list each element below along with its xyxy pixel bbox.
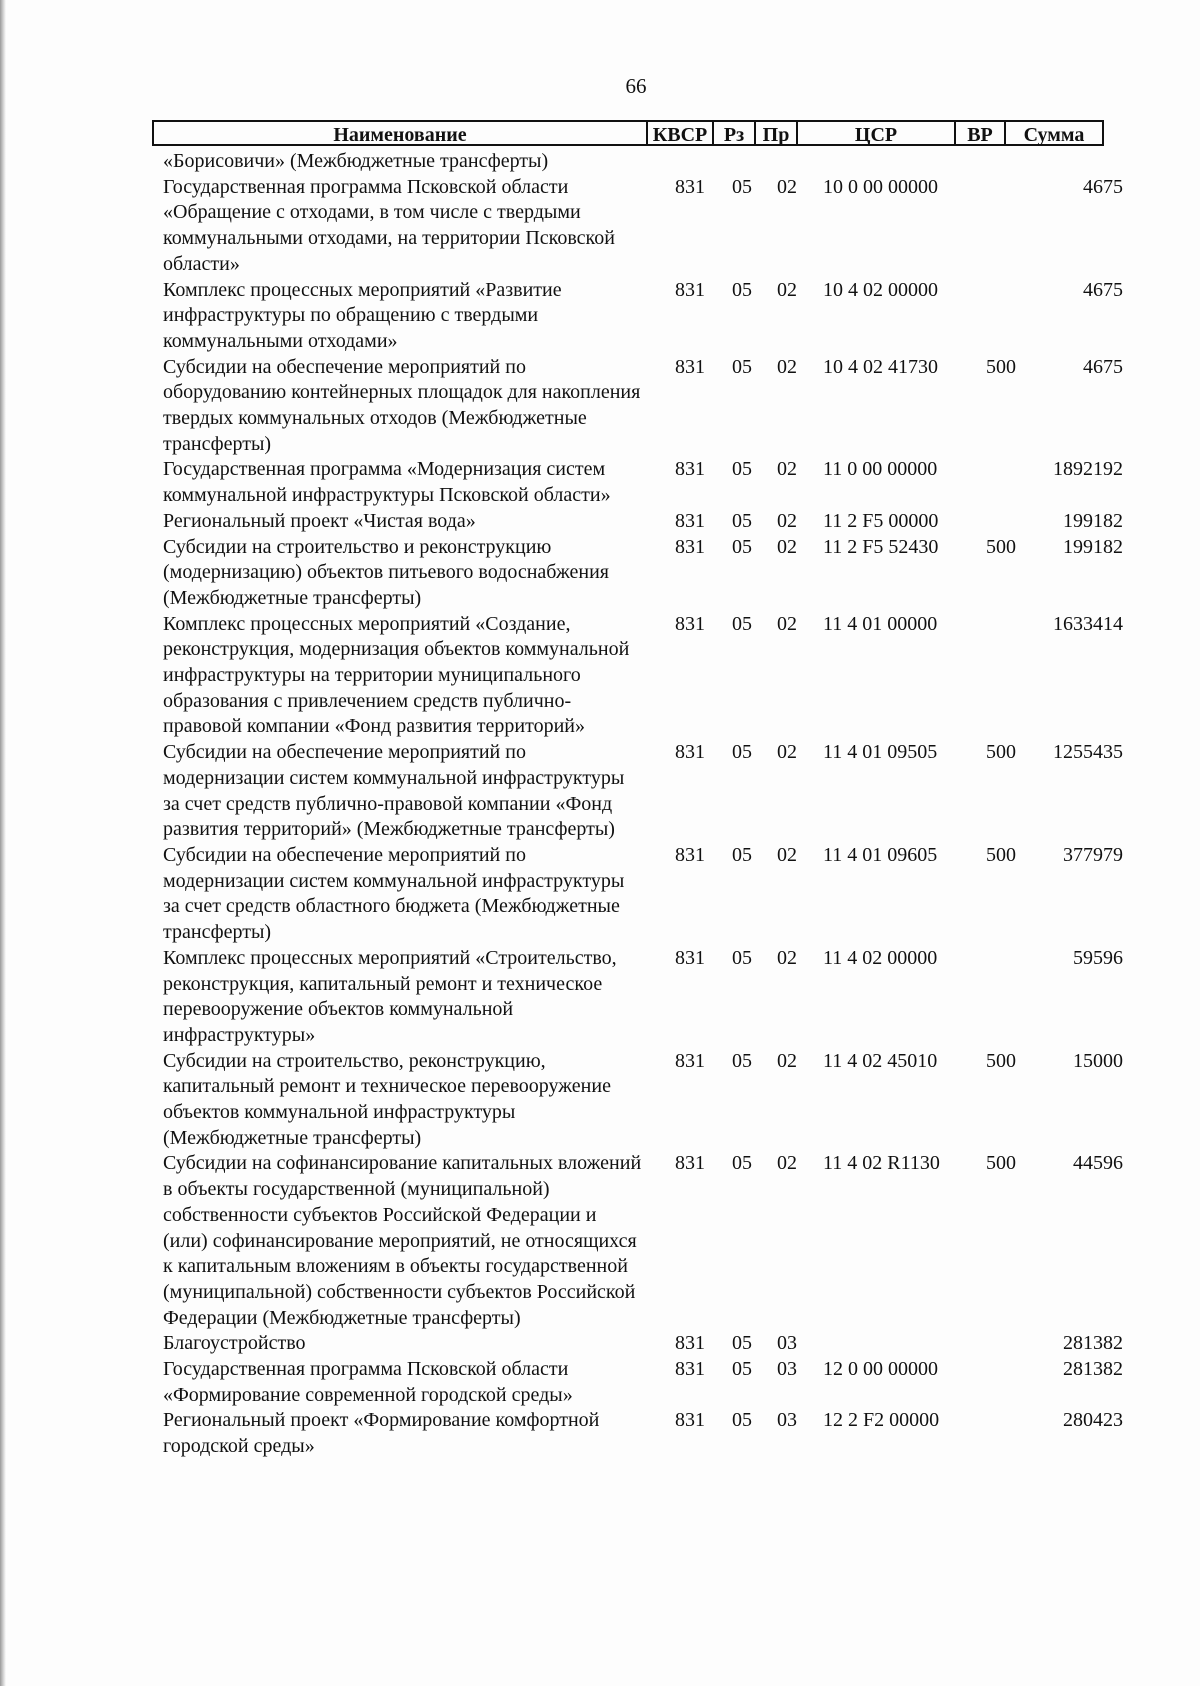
header-kvsr: КВСР — [648, 122, 714, 144]
table-row — [163, 946, 1123, 1049]
row-csr: 10 4 02 41730 — [823, 355, 938, 378]
row-kvsr: 831 — [675, 535, 705, 558]
table-row — [163, 457, 1123, 508]
row-sum: 4675 — [1083, 355, 1123, 378]
row-kvsr: 831 — [675, 1049, 705, 1072]
row-csr: 11 4 02 R1130 — [823, 1152, 940, 1175]
row-kvsr: 831 — [675, 612, 705, 635]
row-rz: 05 — [732, 278, 752, 301]
row-csr: 11 0 00 00000 — [823, 458, 938, 481]
row-rz: 05 — [732, 1409, 752, 1432]
row-pr: 02 — [777, 1152, 797, 1175]
table-row — [163, 740, 1123, 843]
row-pr: 03 — [777, 1409, 797, 1432]
row-sum: 1892192 — [1053, 458, 1123, 481]
row-name: Региональный проект «Формирование комфортной городской среды» — [163, 1409, 600, 1458]
row-csr: 11 4 01 09505 — [823, 741, 938, 764]
row-name: Комплекс процессных мероприятий «Развитие инфраструктуры по обращению с твердыми коммунальными отходами» — [163, 278, 562, 352]
row-pr: 03 — [777, 1332, 797, 1355]
row-sum: 1633414 — [1053, 612, 1123, 635]
row-pr: 02 — [777, 612, 797, 635]
table-row — [163, 1408, 1123, 1459]
row-pr: 02 — [777, 946, 797, 969]
row-sum: 59596 — [1073, 946, 1123, 969]
row-sum: 199182 — [1063, 509, 1123, 532]
row-kvsr: 831 — [675, 843, 705, 866]
row-csr: 11 2 F5 52430 — [823, 535, 939, 558]
row-sum: 1255435 — [1053, 741, 1123, 764]
row-kvsr: 831 — [675, 1152, 705, 1175]
row-pr: 02 — [777, 843, 797, 866]
row-name: Комплекс процессных мероприятий «Строительство, реконструкция, капитальный ремонт и техническое перевооружение объектов коммунальной инфраструктуры» — [163, 946, 617, 1046]
row-name: Субсидии на обеспечение мероприятий по модернизации систем коммунальной инфраструктуры за счет средств публично-правовой компании «Фонд развития территорий» (Межбюджетные трансферты) — [163, 741, 625, 841]
row-rz: 05 — [732, 535, 752, 558]
row-vr: 500 — [986, 1152, 1016, 1175]
row-rz: 05 — [732, 509, 752, 532]
row-sum: 44596 — [1073, 1152, 1123, 1175]
row-csr: 11 4 01 09605 — [823, 843, 938, 866]
table-row — [163, 1357, 1123, 1408]
row-name: «Борисовичи» (Межбюджетные трансферты) — [163, 150, 549, 172]
table-header — [152, 120, 1104, 146]
row-pr: 02 — [777, 741, 797, 764]
row-name: Субсидии на софинансирование капитальных вложений в объекты государственной (муниципальной) собственности субъектов Российской Федерации и (или) софинансирование мероприятий, не относящихся к капитальным вложениям в объекты государственной (муниципальной) собственности субъектов Российской Федерации (Межбюджетные трансферты) — [163, 1152, 642, 1329]
row-csr: 11 2 F5 00000 — [823, 509, 939, 532]
row-vr: 500 — [986, 535, 1016, 558]
table-row — [163, 535, 1123, 612]
row-pr: 02 — [777, 509, 797, 532]
row-csr: 11 4 02 00000 — [823, 946, 938, 969]
row-sum: 4675 — [1083, 175, 1123, 198]
row-pr: 02 — [777, 278, 797, 301]
table-row — [163, 612, 1123, 741]
row-pr: 03 — [777, 1358, 797, 1381]
row-rz: 05 — [732, 946, 752, 969]
table-row — [163, 1049, 1123, 1152]
row-name: Субсидии на строительство, реконструкцию, капитальный ремонт и техническое перевооружение объектов коммунальной инфраструктуры (Межбюджетные трансферты) — [163, 1049, 611, 1149]
row-name: Комплекс процессных мероприятий «Создание, реконструкция, модернизация объектов коммунальной инфраструктуры на территории муниципального образования с привлечением средств публично-правовой компании «Фонд развития территорий» — [163, 612, 630, 738]
table-row — [163, 278, 1123, 355]
row-pr: 02 — [777, 355, 797, 378]
row-name: Субсидии на обеспечение мероприятий по оборудованию контейнерных площадок для накопления твердых коммунальных отходов (Межбюджетные трансферты) — [163, 355, 641, 455]
table-row — [163, 175, 1123, 278]
row-rz: 05 — [732, 355, 752, 378]
row-kvsr: 831 — [675, 278, 705, 301]
table-row — [163, 355, 1123, 458]
row-kvsr: 831 — [675, 458, 705, 481]
scan-edge — [0, 0, 6, 1686]
row-kvsr: 831 — [675, 509, 705, 532]
row-rz: 05 — [732, 1358, 752, 1381]
row-csr: 10 4 02 00000 — [823, 278, 938, 301]
header-rz: Рз — [714, 122, 756, 144]
row-name: Государственная программа «Модернизация систем коммунальной инфраструктуры Псковской области» — [163, 458, 611, 507]
row-rz: 05 — [732, 1152, 752, 1175]
row-name: Государственная программа Псковской области «Формирование современной городской среды» — [163, 1358, 573, 1406]
row-sum: 281382 — [1063, 1358, 1123, 1381]
row-name: Благоустройство — [163, 1332, 306, 1355]
row-pr: 02 — [777, 175, 797, 198]
row-rz: 05 — [732, 1332, 752, 1355]
row-rz: 05 — [732, 741, 752, 764]
row-name: Государственная программа Псковской области «Обращение с отходами, в том числе с твердыми коммунальными отходами, на территории Псковской области» — [163, 175, 615, 275]
table-row — [163, 149, 1123, 175]
row-name: Субсидии на обеспечение мероприятий по модернизации систем коммунальной инфраструктуры за счет средств областного бюджета (Межбюджетные трансферты) — [163, 843, 625, 944]
row-vr: 500 — [986, 843, 1016, 866]
row-rz: 05 — [732, 612, 752, 635]
header-vr: ВР — [956, 122, 1006, 144]
table-body — [163, 149, 1123, 1460]
row-rz: 05 — [732, 1049, 752, 1072]
table-row — [163, 1151, 1123, 1331]
row-csr: 11 4 01 00000 — [823, 612, 938, 635]
row-vr: 500 — [986, 355, 1016, 378]
row-kvsr: 831 — [675, 1332, 705, 1355]
row-kvsr: 831 — [675, 1409, 705, 1432]
row-kvsr: 831 — [675, 741, 705, 764]
row-vr: 500 — [986, 741, 1016, 764]
table-row — [163, 509, 1123, 535]
row-kvsr: 831 — [675, 355, 705, 378]
row-sum: 377979 — [1063, 843, 1123, 866]
row-rz: 05 — [732, 458, 752, 481]
row-vr: 500 — [986, 1049, 1016, 1072]
row-pr: 02 — [777, 535, 797, 558]
row-pr: 02 — [777, 458, 797, 481]
row-name: Субсидии на строительство и реконструкцию (модернизацию) объектов питьевого водоснабжения (Межбюджетные трансферты) — [163, 535, 609, 609]
header-sum: Сумма — [1023, 124, 1085, 146]
row-sum: 15000 — [1073, 1049, 1123, 1072]
row-sum: 281382 — [1063, 1332, 1123, 1355]
row-csr: 12 0 00 00000 — [823, 1358, 938, 1381]
header-name: Наименование — [154, 122, 648, 144]
row-rz: 05 — [732, 175, 752, 198]
header-pr: Пр — [756, 122, 798, 144]
row-sum: 199182 — [1063, 535, 1123, 558]
row-sum: 4675 — [1083, 278, 1123, 301]
row-sum: 280423 — [1063, 1409, 1123, 1432]
page-number: 66 — [625, 74, 647, 98]
row-kvsr: 831 — [675, 946, 705, 969]
header-csr: ЦСР — [798, 122, 956, 144]
table-row — [163, 1331, 1123, 1357]
row-csr: 12 2 F2 00000 — [823, 1409, 940, 1432]
row-rz: 05 — [732, 843, 752, 866]
row-kvsr: 831 — [675, 175, 705, 198]
row-name: Региональный проект «Чистая вода» — [163, 509, 476, 532]
row-kvsr: 831 — [675, 1358, 705, 1381]
row-pr: 02 — [777, 1049, 797, 1072]
row-csr: 11 4 02 45010 — [823, 1049, 938, 1072]
row-csr: 10 0 00 00000 — [823, 175, 938, 198]
table-row — [163, 843, 1123, 946]
